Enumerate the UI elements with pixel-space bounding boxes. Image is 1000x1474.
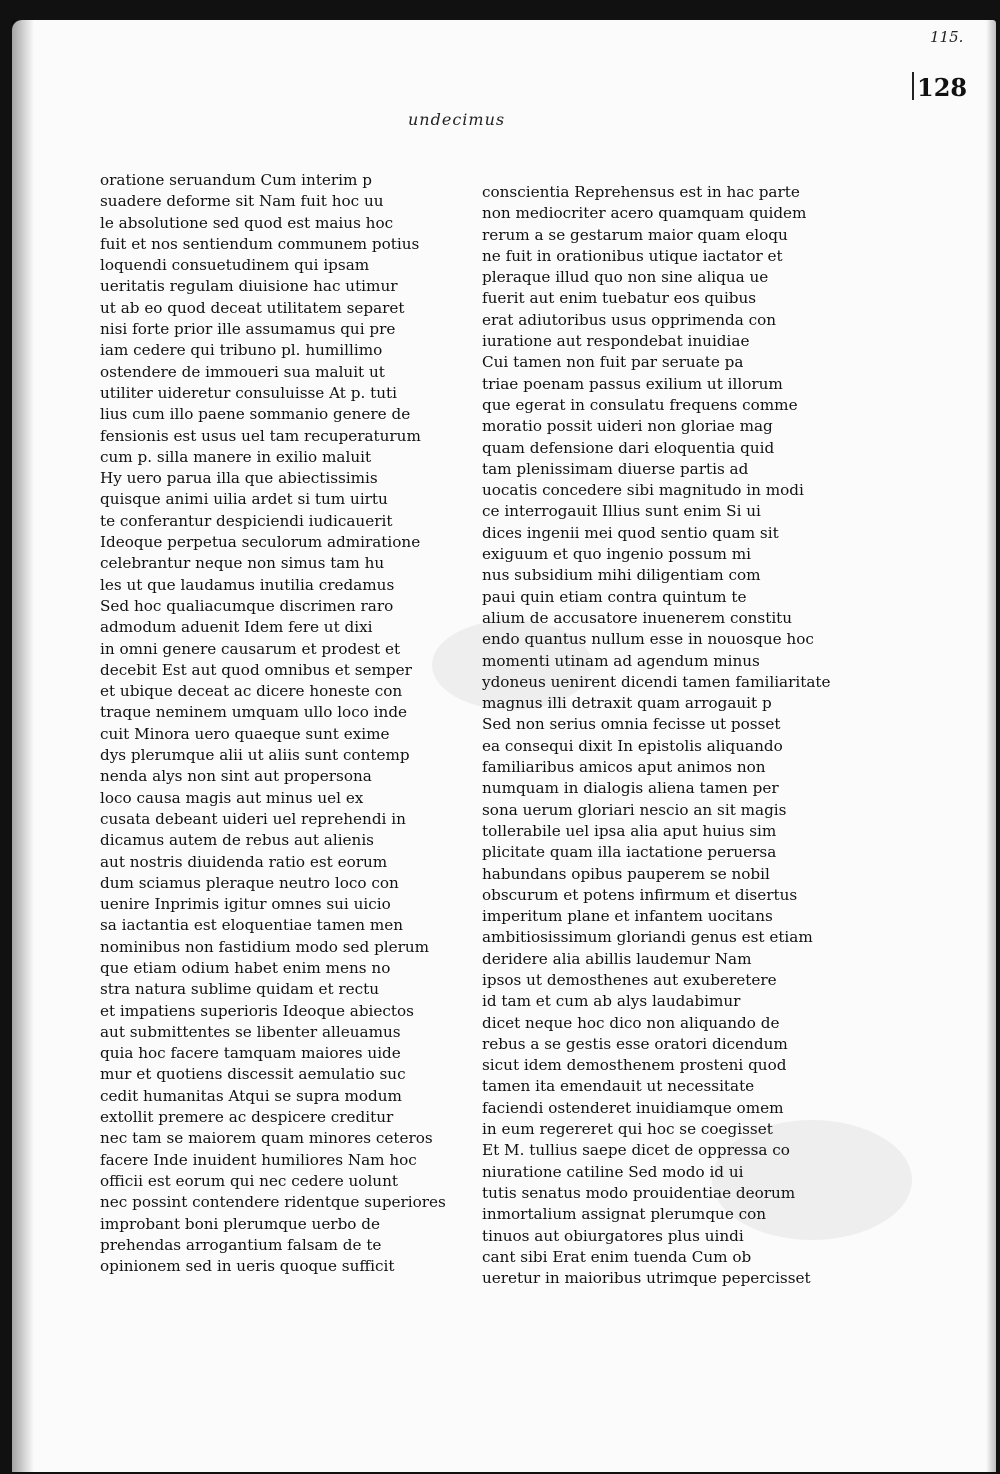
text-line: loquendi consuetudinem qui ipsam	[100, 256, 370, 275]
text-line: traque neminem umquam ullo loco inde	[100, 703, 408, 722]
text-line: sa iactantia est eloquentiae tamen men	[100, 916, 404, 935]
text-line: nominibus non fastidium modo sed plerum	[100, 937, 430, 956]
text-line: erat adiutoribus usus opprimenda con	[482, 310, 777, 329]
text-line: et ubique deceat ac dicere honeste con	[100, 682, 403, 701]
text-line: improbant boni plerumque uerbo de	[100, 1214, 380, 1233]
text-line: tutis senatus modo prouidentiae deorum	[482, 1183, 796, 1202]
text-line: sona uerum gloriari nescio an sit magis	[482, 800, 787, 819]
text-line: cusata debeant uideri uel reprehendi in	[100, 809, 406, 828]
text-line: aut nostris diuidenda ratio est eorum	[100, 852, 388, 871]
text-line: stra natura sublime quidam et rectu	[100, 980, 380, 999]
text-line: pleraque illud quo non sine aliqua ue	[482, 268, 769, 287]
text-line: ut ab eo quod deceat utilitatem separet	[100, 298, 405, 317]
text-line: triae poenam passus exilium ut illorum	[482, 374, 783, 393]
text-line: ambitiosissimum gloriandi genus est etiam	[482, 928, 813, 947]
text-line: ydoneus uenirent dicendi tamen familiaritate	[482, 672, 831, 691]
text-line: tamen ita emendauit ut necessitate	[482, 1077, 755, 1096]
text-line: ne fuit in orationibus utique iactator et	[482, 246, 783, 265]
text-line: lius cum illo paene sommanio genere de	[100, 405, 411, 424]
text-line: endo quantus nullum esse in nouosque hoc	[482, 630, 814, 649]
text-line: niuratione catiline Sed modo id ui	[482, 1162, 744, 1181]
text-line: moratio possit uideri non gloriae mag	[482, 417, 773, 436]
folio-number: 115.	[930, 28, 964, 46]
text-line: officii est eorum qui nec cedere uolunt	[100, 1171, 398, 1190]
running-head: undecimus	[408, 110, 506, 129]
right-text-column	[482, 182, 830, 1289]
text-line: dicet neque hoc dico non aliquando de	[482, 1013, 780, 1032]
text-line: tollerabile uel ipsa alia aput huius sim	[482, 821, 777, 840]
text-line: magnus illi detraxit quam arrogauit p	[482, 694, 772, 713]
text-line: facere Inde inuident humiliores Nam hoc	[100, 1150, 417, 1169]
text-line: Sed hoc qualiacumque discrimen raro	[100, 596, 394, 615]
text-line: cant sibi Erat enim tuenda Cum ob	[482, 1247, 752, 1266]
text-line: cum p. silla manere in exilio maluit	[100, 447, 372, 466]
text-line: loco causa magis aut minus uel ex	[100, 788, 364, 807]
text-line: familiaribus amicos aput animos non	[482, 758, 766, 777]
text-line: id tam et cum ab alys laudabimur	[482, 992, 741, 1011]
text-line: numquam in dialogis aliena tamen per	[482, 779, 779, 798]
text-line: dum sciamus pleraque neutro loco con	[100, 873, 399, 892]
text-line: conscientia Reprehensus est in hac parte	[482, 183, 800, 201]
text-line: nec possint contendere ridentque superiores	[100, 1193, 446, 1212]
text-line: fensionis est usus uel tam recuperaturum	[100, 426, 421, 445]
page-edge-shadow	[986, 20, 996, 1472]
text-line: iuratione aut respondebat inuidiae	[482, 332, 750, 351]
text-line: uenire Inprimis igitur omnes sui uicio	[100, 895, 391, 914]
text-line: le absolutione sed quod est maius hoc	[100, 213, 394, 232]
text-line: deridere alia abillis laudemur Nam	[482, 949, 752, 968]
text-line: ipsos ut demosthenes aut exuberetere	[482, 970, 777, 989]
left-text-column	[100, 170, 446, 1277]
text-line: nus subsidium mihi diligentiam com	[482, 566, 761, 585]
text-line: alium de accusatore inuenerem constitu	[482, 608, 793, 627]
text-line: admodum aduenit Idem fere ut dixi	[100, 618, 373, 637]
text-line: ea consequi dixit In epistolis aliquando	[482, 736, 783, 755]
text-line: ce interrogauit Illius sunt enim Si ui	[482, 502, 761, 521]
text-line: oratione seruandum Cum interim p	[100, 171, 372, 189]
text-line: iam cedere qui tribuno pl. humillimo	[100, 341, 383, 360]
text-line: utiliter uideretur consuluisse At p. tuti	[100, 383, 397, 402]
text-line: ostendere de immoueri sua maluit ut	[100, 362, 385, 381]
text-line: Hy uero parua illa que abiectissimis	[100, 469, 378, 488]
text-line: que etiam odium habet enim mens no	[100, 958, 391, 977]
text-line: mur et quotiens discessit aemulatio suc	[100, 1065, 406, 1084]
text-line: nenda alys non sint aut propersona	[100, 767, 372, 786]
text-line: in omni genere causarum et prodest et	[100, 639, 401, 658]
text-line: ueretur in maioribus utrimque pepercisset	[482, 1269, 811, 1288]
text-line: que egerat in consulatu frequens comme	[482, 395, 798, 414]
text-line: nisi forte prior ille assumamus qui pre	[100, 320, 396, 339]
text-line: extollit premere ac despicere creditur	[100, 1108, 394, 1127]
text-line: Sed non serius omnia fecisse ut posset	[482, 715, 781, 734]
text-line: rebus a se gestis esse oratori dicendum	[482, 1034, 788, 1053]
binding-gutter-shadow	[12, 20, 34, 1472]
text-line: Ideoque perpetua seculorum admiratione	[100, 533, 421, 552]
text-line: tam plenissimam diuerse partis ad	[482, 459, 749, 478]
text-line: paui quin etiam contra quintum te	[482, 587, 747, 606]
text-line: dicamus autem de rebus aut alienis	[100, 831, 374, 850]
text-line: dys plerumque alii ut aliis sunt contemp	[100, 746, 410, 765]
text-line: tinuos aut obiurgatores plus uindi	[482, 1226, 744, 1245]
text-line: momenti utinam ad agendum minus	[482, 651, 760, 670]
text-line: obscurum et potens infirmum et disertus	[482, 885, 798, 904]
text-line: ueritatis regulam diuisione hac utimur	[100, 277, 398, 296]
text-line: in eum regereret qui hoc se coegisset	[482, 1120, 773, 1139]
text-line: cuit Minora uero quaeque sunt exime	[100, 724, 390, 743]
text-line: quisque animi uilia ardet si tum uirtu	[100, 490, 388, 509]
text-line: decebit Est aut quod omnibus et semper	[100, 660, 412, 679]
text-line: habundans opibus pauperem se nobil	[482, 864, 770, 883]
text-line: fuerit aut enim tuebatur eos quibus	[482, 289, 757, 308]
text-line: exiguum et quo ingenio possum mi	[482, 545, 751, 564]
text-line: fuit et nos sentiendum communem potius	[100, 234, 420, 253]
text-line: plicitate quam illa iactatione peruersa	[482, 843, 777, 862]
text-line: et impatiens superioris Ideoque abiectos	[100, 1001, 414, 1020]
text-line: quia hoc facere tamquam maiores uide	[100, 1044, 401, 1063]
text-line: nec tam se maiorem quam minores ceteros	[100, 1129, 433, 1148]
text-line: celebrantur neque non simus tam hu	[100, 554, 385, 573]
text-line: te conferantur despiciendi iudicauerit	[100, 511, 393, 530]
text-line: non mediocriter acero quamquam quidem	[482, 204, 807, 223]
text-line: les ut que laudamus inutilia credamus	[100, 575, 395, 594]
text-line: suadere deforme sit Nam fuit hoc uu	[100, 192, 384, 211]
text-line: faciendi ostenderet inuidiamque omem	[482, 1098, 784, 1117]
text-line: quam defensione dari eloquentia quid	[482, 438, 775, 457]
text-line: sicut idem demosthenem prosteni quod	[482, 1056, 787, 1075]
text-line: Cui tamen non fuit par seruate pa	[482, 353, 744, 372]
text-line: opinionem sed in ueris quoque sufficit	[100, 1257, 395, 1276]
text-line: aut submittentes se libenter alleuamus	[100, 1022, 401, 1041]
text-line: rerum a se gestarum maior quam eloqu	[482, 225, 788, 244]
text-line: dices ingenii mei quod sentio quam sit	[482, 523, 779, 542]
text-line: uocatis concedere sibi magnitudo in modi	[482, 481, 804, 500]
text-line: cedit humanitas Atqui se supra modum	[100, 1086, 402, 1105]
text-line: Et M. tullius saepe dicet de oppressa co	[482, 1141, 790, 1160]
old-folio-mark	[912, 72, 914, 100]
text-line: prehendas arrogantium falsam de te	[100, 1235, 382, 1254]
old-folio-number: 128	[917, 73, 968, 102]
text-line: imperitum plane et infantem uocitans	[482, 907, 773, 926]
text-line: inmortalium assignat plerumque con	[482, 1205, 767, 1224]
